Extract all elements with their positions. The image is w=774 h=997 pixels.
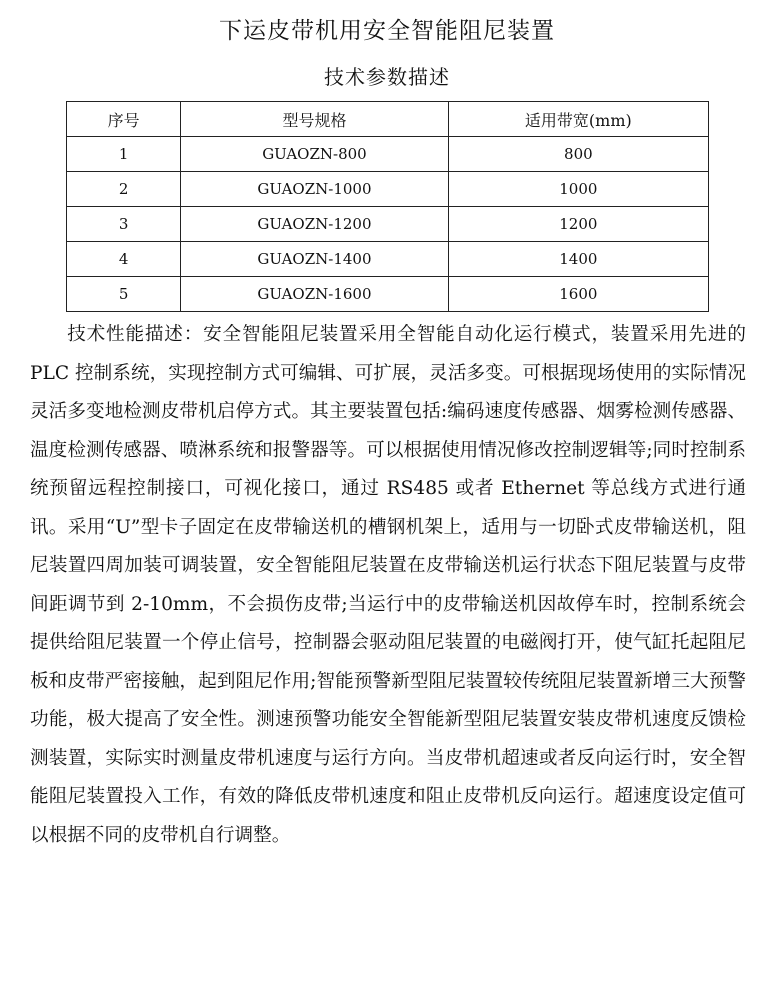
cell-index: 4 — [67, 242, 181, 277]
header-model: 型号规格 — [181, 102, 448, 137]
cell-model: GUAOZN-800 — [181, 137, 448, 172]
technical-description: 技术性能描述：安全智能阻尼装置采用全智能自动化运行模式，装置采用先进的 PLC 控制系统，实现控制方式可编辑、可扩展，灵活多变。可根据现场使用的实际情况灵活多变地检测皮带机启停方式。其主要装置包括:编码速度传感器、烟雾检测传感器、温度检测传感器、喷淋系统和报警器等。可以根据使用情况修改控制逻辑等;同时控制系统预留远程控制接口，可视化接口，通过 RS485 或者 Ethernet 等总线方式进行通讯。采用“U”型卡子固定在皮带输送机的槽钢机架上，适用与一切卧式皮带输送机，阻尼装置四周加装可调装置，安全智能阻尼装置在皮带输送机运行状态下阻尼装置与皮带间距调节到 2-10mm，不会损伤皮带;当运行中的皮带输送机因故停车时，控制系统会提供给阻尼装置一个停止信号，控制器会驱动阻尼装置的电磁阀打开，使气缸托起阻尼板和皮带严密接触，起到阻尼作用;智能预警新型阻尼装置较传统阻尼装置新增三大预警功能，极大提高了安全性。测速预警功能安全智能新型阻尼装置安装皮带机速度反馈检测装置，实际实时测量皮带机速度与运行方向。当皮带机超速或者反向运行时，安全智能阻尼装置投入工作，有效的降低皮带机速度和阻止皮带机反向运行。超速度设定值可以根据不同的皮带机自行调整。 — [30, 324, 746, 846]
table-row — [67, 207, 709, 242]
header-index: 序号 — [67, 102, 181, 137]
table-row — [67, 242, 709, 277]
document-title: 下运皮带机用安全智能阻尼装置 — [219, 18, 555, 44]
table-row — [67, 137, 709, 172]
cell-belt-width: 800 — [448, 137, 708, 172]
cell-belt-width: 1000 — [448, 172, 708, 207]
table-row — [67, 277, 709, 312]
cell-belt-width: 1600 — [448, 277, 708, 312]
cell-model: GUAOZN-1600 — [181, 277, 448, 312]
document-subtitle: 技术参数描述 — [324, 65, 450, 89]
cell-index: 1 — [67, 137, 181, 172]
table-row — [67, 172, 709, 207]
cell-index: 2 — [67, 172, 181, 207]
cell-model: GUAOZN-1000 — [181, 172, 448, 207]
cell-model: GUAOZN-1400 — [181, 242, 448, 277]
cell-belt-width: 1200 — [448, 207, 708, 242]
cell-index: 3 — [67, 207, 181, 242]
table-header-row — [67, 102, 709, 137]
header-belt-width: 适用带宽(mm) — [448, 102, 708, 137]
spec-table — [66, 101, 709, 312]
cell-model: GUAOZN-1200 — [181, 207, 448, 242]
cell-belt-width: 1400 — [448, 242, 708, 277]
cell-index: 5 — [67, 277, 181, 312]
